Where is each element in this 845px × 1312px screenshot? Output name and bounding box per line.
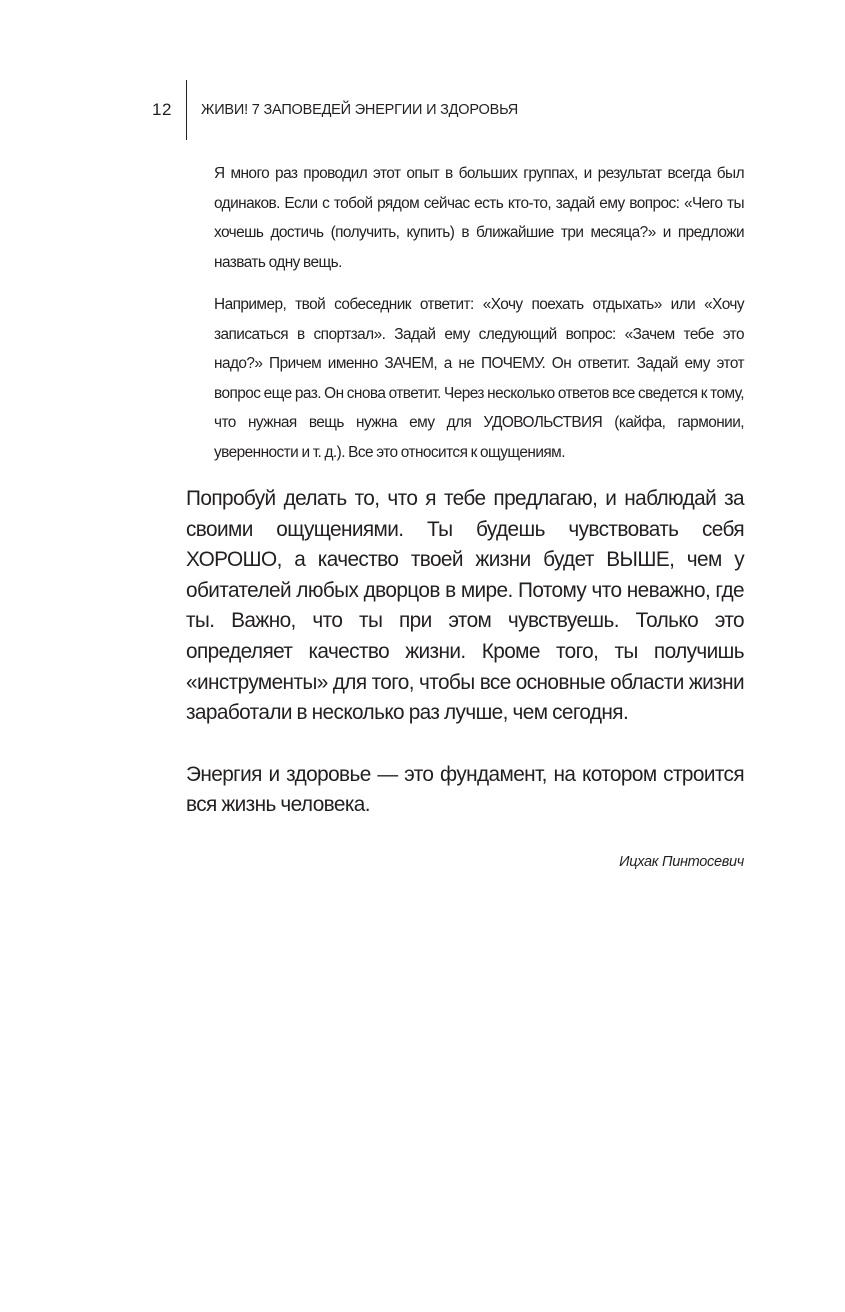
quote-paragraph: Я много раз проводил этот опыт в больших группах, и результат всегда был одинаков. Если с тобой рядом сейчас есть кто-то, задай ему вопрос: «Чего ты хочешь достичь (получить, купить) в ближайшие три месяца?» и предложи назвать одну вещь. [214,165,744,271]
author-signature: Ицхак Пинтосевич [619,854,744,870]
body-paragraph: Энергия и здоровье — это фундамент, на котором строится вся жизнь человека. [186,762,744,817]
header-divider [186,80,187,140]
body-paragraph: Попробуй делать то, что я тебе предлагаю, и наблюдай за своими ощущениями. Ты будешь чувствовать себя ХОРОШО, а качество твоей жизни будет ВЫШЕ, чем у обитателей любых дворцов в мире. Потому что неважно, где ты. Важно, что ты при этом чувствуешь. Только это определяет качество жизни. Кроме того, ты получишь «инструменты» для того, чтобы все основные области жизни заработали в несколько раз лучше, чем сегодня. [186,487,744,725]
main-text [186,484,744,852]
page-number: 12 [152,100,172,119]
quote-block [214,159,744,480]
quote-paragraph: Например, твой собеседник ответит: «Хочу поехать отдыхать» или «Хочу записаться в спортзал». Задай ему следующий вопрос: «Зачем тебе это надо?» Причем именно ЗАЧЕМ, а не ПОЧЕМУ. Он ответит. Задай ему этот вопрос еще раз. Он снова ответит. Через несколько ответов все сведется к тому, что нужная вещь нужна ему для УДОВОЛЬСТВИЯ (кайфа, гармонии, уверенности и т. д.). Все это относится к ощущениям. [214,296,744,461]
running-title: ЖИВИ! 7 ЗАПОВЕДЕЙ ЭНЕРГИИ И ЗДОРОВЬЯ [201,102,519,118]
